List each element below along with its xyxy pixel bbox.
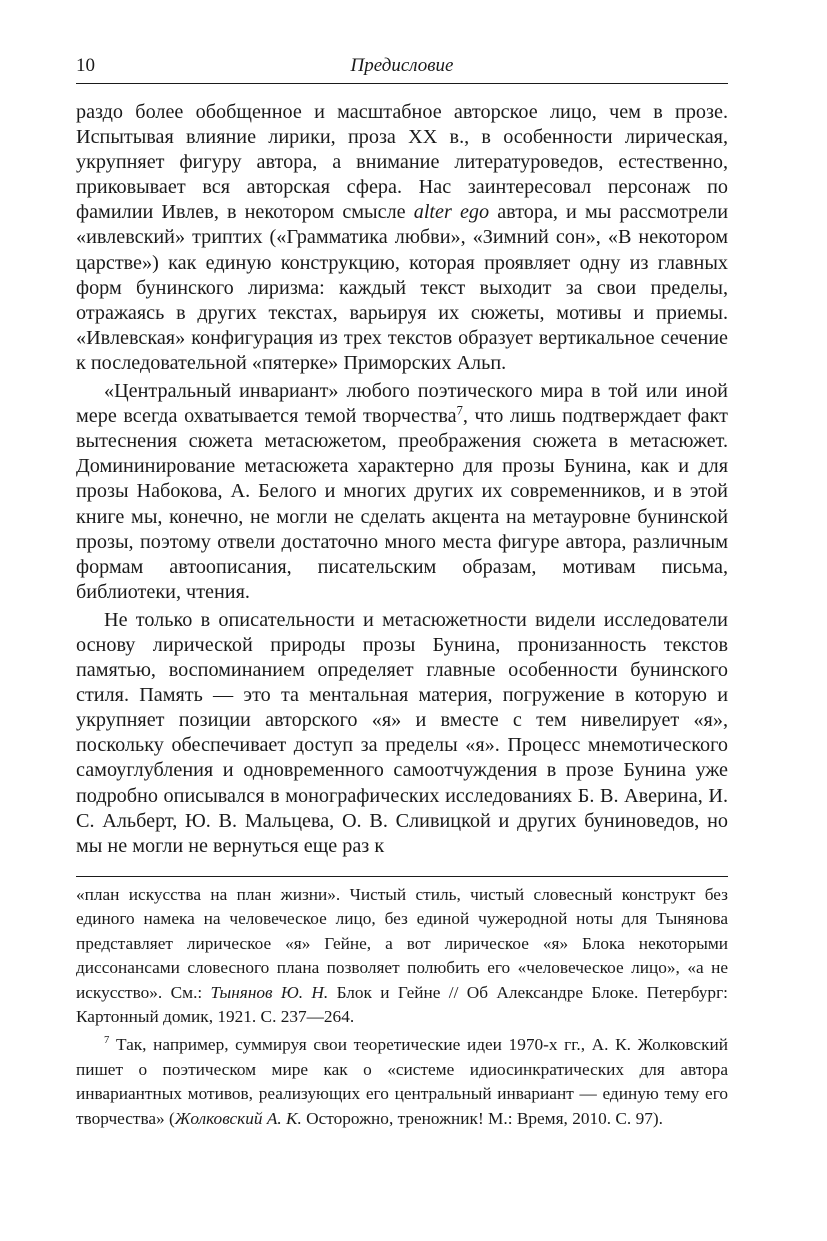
footnote-ref-7[interactable]: 7 <box>456 403 463 418</box>
footnote-separator <box>76 876 728 877</box>
paragraph-2-text-b: , что лишь подтверждает факт вытеснения сюжета метасюжетом, преображения сюжета в метасюжет. Домининирование метасюжета характерно для прозы Бунина, как и для прозы Набокова, А. Белого и многих других их современников, и в этой книге мы, конечно, не могли не сделать акцента на метауровне бунинской прозы, поэтому отвели достаточно много места фигуре автора, различным формам автоописания, писательским образам, мотивам письма, библиотеки, чтения. <box>76 405 728 603</box>
paragraph-1-text-b: автора, и мы рассмотрели «ивлевский» триптих («Грамматика любви», «Зимний сон», «В некотором царстве») как единую конструкцию, которая проявляет одну из главных форм бунинского лиризма: каждый текст выходит за свои пределы, отражаясь в других текстах, варьируя их сюжеты, мотивы и приемы. «Ивлевская» конфигурация из трех текстов образует вертикальное сечение к последовательной «пятерке» Приморских Альп. <box>76 201 728 374</box>
paragraph-3: Не только в описательности и метасюжетности видели исследователи основу лирической природы прозы Бунина, пронизанность текстов памятью, воспоминанием определяет главные особенности бунинского стиля. Память — это та ментальная материя, погружение в которую и укрупняет позиции авторского «я» и вместе с тем нивелирует «я», поскольку обеспечивает доступ за пределы «я». Процесс мнемотического самоуглубления и одновременного самоотчуждения в прозе Бунина уже подробно описывался в монографических исследованиях Б. В. Аверина, И. С. Альберт, Ю. В. Мальцева, О. В. Сливицкой и других буниноведов, но мы не могли не вернуться еще раз к <box>76 608 728 857</box>
footnotes <box>76 883 728 1131</box>
paragraph-1-text-a: раздо более обобщенное и масштабное авторское лицо, чем в прозе. Испытывая влияние лирики, проза XX в., в особенности лирическая, укрупняет фигуру автора, а внимание литературоведов, естественно, приковывает вся авторская сфера. Нас заинтересовал персонаж по фамилии Ивлев, в некотором смысле <box>76 101 728 224</box>
paragraph-2-text-a: «Центральный инвариант» любого поэтического мира в той или иной мере всегда охватывается темой творчества <box>76 380 728 428</box>
running-title: Предисловие <box>350 55 454 76</box>
footnote-7 <box>76 1033 728 1131</box>
paragraph-1-italic: alter ego <box>413 201 490 224</box>
paragraph-2 <box>76 379 728 605</box>
footnote-7-text-a: Так, например, суммируя свои теоретические идеи 1970-х гг., А. К. Жолковский пишет о поэтическом мире как о «системе идиосинкратических для автора инвариантных мотивов, реализующих его центральный инвариант — единую тему его творчества» ( <box>76 1035 728 1128</box>
paragraph-1 <box>76 100 728 376</box>
footnote-6-continuation <box>76 883 728 1029</box>
header-rule <box>76 83 728 84</box>
page-header <box>76 50 728 84</box>
page-number: 10 <box>76 55 95 76</box>
footnote-7-number: 7 <box>104 1034 110 1047</box>
footnote-6-text-b: Блок и Гейне // Об Александре Блоке. Петербург: Картонный домик, 1921. С. 237—264. <box>76 982 728 1027</box>
footnote-7-italic: Жолковский А. К. <box>174 1108 302 1128</box>
footnote-6-italic: Тынянов Ю. Н. <box>210 982 329 1002</box>
footnote-7-text-b: Осторожно, треножник! М.: Время, 2010. С. 97). <box>301 1108 663 1128</box>
main-text <box>76 100 728 859</box>
footnote-6-text-a: «план искусства на план жизни». Чистый стиль, чистый словесный конструкт без единого намека на человеческое лицо, без единой чужеродной ноты для Тынянова представляет лирическое «я» Гейне, а вот лирическое «я» Блока некоторыми диссонансами словесного плана позволяет полюбить его «человеческое лицо», «а не искусство». См.: <box>76 885 728 1002</box>
